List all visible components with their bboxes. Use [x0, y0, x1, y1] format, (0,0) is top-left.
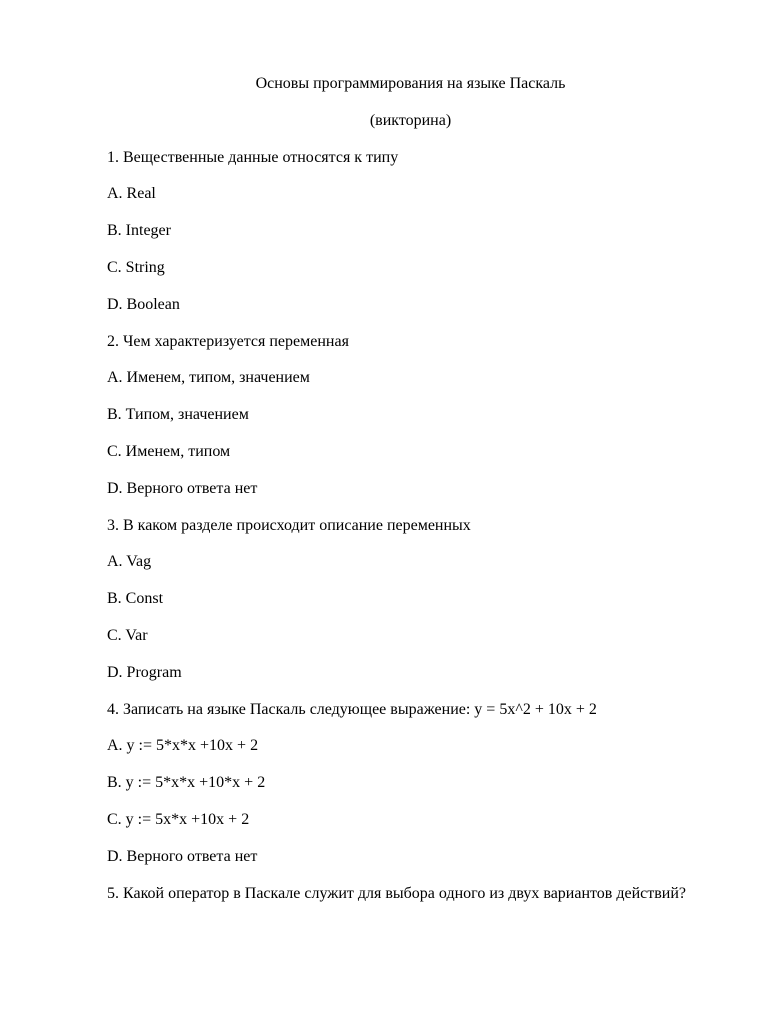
question-4-option-b: B. y := 5*x*x +10*x + 2 — [107, 774, 266, 792]
question-2-option-d: D. Верного ответа нет — [107, 479, 258, 497]
question-1-option-d: D. Boolean — [107, 295, 180, 313]
question-3-option-b: B. Const — [107, 590, 164, 608]
question-4: 4. Записать на языке Паскаль следующее выражение: y = 5x^2 + 10x + 2 — [107, 700, 597, 718]
question-3-option-d: D. Program — [107, 663, 182, 681]
question-2-option-c: C. Именем, типом — [107, 442, 231, 460]
question-3-option-c: C. Var — [107, 626, 148, 644]
question-2-option-a: A. Именем, типом, значением — [107, 369, 310, 387]
question-2: 2. Чем характеризуется переменная — [107, 332, 349, 350]
question-1-option-a: A. Real — [107, 185, 156, 203]
question-1: 1. Вещественные данные относятся к типу — [107, 148, 399, 166]
question-4-option-a: A. y := 5*x*x +10x + 2 — [107, 737, 259, 755]
question-3-option-a: A. Vag — [107, 553, 152, 571]
question-3: 3. В каком разделе происходит описание переменных — [107, 516, 471, 534]
question-5: 5. Какой оператор в Паскале служит для выбора одного из двух вариантов действий? — [107, 884, 687, 902]
document-title: Основы программирования на языке Паскаль — [255, 75, 566, 92]
question-4-option-d: D. Верного ответа нет — [107, 847, 258, 865]
question-2-option-b: B. Типом, значением — [107, 406, 249, 424]
question-1-option-c: C. String — [107, 258, 165, 276]
document-subtitle: (викторина) — [369, 111, 452, 129]
question-1-option-b: B. Integer — [107, 222, 171, 240]
document-body — [107, 73, 714, 919]
question-4-option-c: C. y := 5x*x +10x + 2 — [107, 810, 250, 828]
